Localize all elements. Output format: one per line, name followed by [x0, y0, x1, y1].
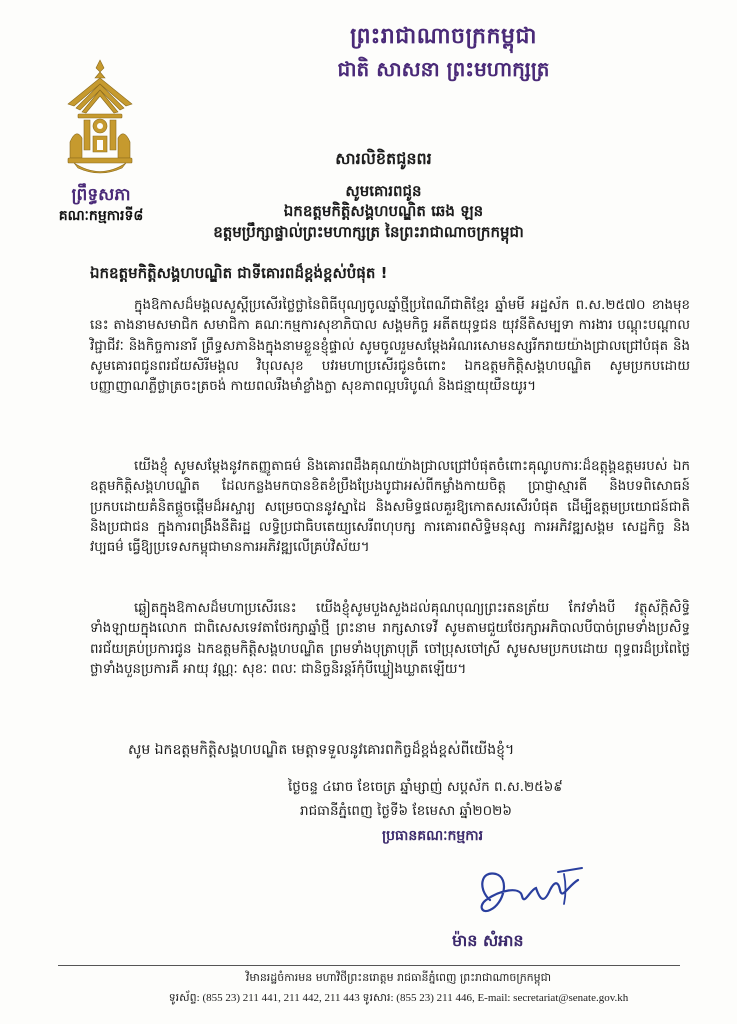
signatory-name: ម៉ាន សំអាន: [452, 931, 524, 950]
body-paragraph-1: ក្នុងឱកាសដ៏មង្គលសួស្តីប្រសើរថ្លៃថ្លានៃពិធីបុណ្យចូលឆ្នាំថ្មីប្រពៃណីជាតិខ្មែរ ឆ្នាំមមី អដ្ឋស័ក ព.ស.២៥៧០ ខាងមុខនេះ តាងនាមសមាជិក សមាជិកា គណៈកម្មការសុខាភិបាល សង្គមកិច្ច អតីតយុទ្ធជន យុវនីតិសម្បទា ការងារ បណ្តុះបណ្តាលវិជ្ជាជីវៈ និងកិច្ចការនារី ព្រឹទ្ធសភានិងក្នុងនាមខ្លួនខ្ញុំផ្ទាល់ សូមចូលរួមសម្តែងអំណរសោមនស្សរីករាយយ៉ាងជ្រាលជ្រៅបំផុត និងសូមគោរពជូនពរជ័យសិរីមង្គល វិបុលសុខ បវរមហាប្រសើរជូនចំពោះ ឯកឧត្តមកិត្តិសង្គហបណ្ឌិត សូមប្រកបដោយបញ្ញាញាណភ្លឺថ្លាត្រចះត្រចង់ កាយពលរឹងមាំខ្លាំងក្លា សុខភាពល្អបរិបូណ៌ និងជន្មាយុយឺនយូរ។: [90, 298, 690, 395]
letter-title: សារលិខិតជូនពរ: [335, 149, 432, 168]
handwritten-signature-icon: [460, 860, 590, 930]
header-kingdom: ព្រះរាជាណាចក្រកម្ពុជា: [350, 24, 537, 49]
header-motto: ជាតិ សាសនា ព្រះមហាក្សត្រ: [337, 57, 550, 81]
footer-divider: [58, 965, 680, 966]
signatory-title: ប្រធានគណៈកម្មការ: [382, 828, 484, 844]
footer-address: វិមានរដ្ឋចំការមន មហាវិថីព្រះនរោត្តម រាជធានីភ្នំពេញ ព្រះរាជាណាចក្រកម្ពុជា: [245, 971, 552, 984]
senate-name: ព្រឹទ្ធសភា: [71, 185, 131, 205]
body-paragraph-2: យើងខ្ញុំ សូមសម្តែងនូវកតញ្ញូតាធម៌ និងគោរពដឹងគុណយ៉ាងជ្រាលជ្រៅបំផុតចំពោះគុណូបការៈដ៏ឧត្តុង្គឧត្តមរបស់ ឯកឧត្តមកិត្តិសង្គហបណ្ឌិត ដែលកន្លងមកបានខិតខំប្រឹងប្រែងបូជាអស់ពីកម្លាំងកាយចិត្ត ប្រាជ្ញាស្មារតី និងបទពិសោធន៍ ប្រកបដោយគំនិតផ្តួចផ្តើមដ៏អស្ចារ្យ សម្រេចបាននូវស្នាដៃ និងសមិទ្ធផលគួរឱ្យកោតសរសើរបំផុត ដើម្បីឧត្តមប្រយោជន៍ជាតិ និងប្រជាជន ក្នុងការពង្រឹងនីតិរដ្ឋ លទ្ធិប្រជាធិបតេយ្យសេរីពហុបក្ស ការគោរពសិទ្ធិមនុស្ស ការអភិវឌ្ឍសង្គម សេដ្ឋកិច្ច និងវប្បធម៌ ធ្វើឱ្យប្រទេសកម្ពុជាមានការអភិវឌ្ឍលើគ្រប់វិស័យ។: [90, 459, 690, 556]
closing-line: សូម ឯកឧត្តមកិត្តិសង្គហបណ្ឌិត មេត្តាទទួលនូវគោរពកិច្ចដ៏ខ្ពង់ខ្ពស់ពីយើងខ្ញុំ។: [128, 742, 515, 758]
date-lunar: ថ្ងៃចន្ទ ៤រោច ខែចេត្រ ឆ្នាំម្សាញ់ សប្តស័ក ព.ស.២៥៦៩: [288, 779, 563, 795]
salutation: ឯកឧត្តមកិត្តិសង្គហបណ្ឌិត ជាទីគោរពដ៏ខ្ពង់ខ្ពស់បំផុត !: [90, 264, 388, 282]
recipient-position: ឧត្តមប្រឹក្សាផ្ទាល់ព្រះមហាក្សត្រ នៃព្រះរាជាណាចក្រកម្ពុជា: [213, 223, 524, 241]
commission-name: គណៈកម្មការទី៨: [58, 208, 144, 224]
date-solar: រាជធានីភ្នំពេញ ថ្ងៃទី៦ ខែមេសា ឆ្នាំ២០២៦: [300, 803, 512, 819]
footer-contacts: ទូរស័ព្ទ: (855 23) 211 441, 211 442, 211 443 ទូរសារ: (855 23) 211 446, E-mail: secretariat@senate.gov.kh: [168, 992, 629, 1004]
respect-line: សូមគោរពជូន: [345, 182, 422, 200]
recipient-name: ឯកឧត្តមកិត្តិសង្គហបណ្ឌិត ឆេង ឡន: [283, 202, 484, 220]
body-paragraph-3: ឆ្លៀតក្នុងឱកាសដ៏មហាប្រសើរនេះ យើងខ្ញុំសូមបួងសួងដល់គុណបុណ្យព្រះរតនត្រ័យ កែវទាំងបី វត្ថុស័ក្តិសិទ្ធិទាំងឡាយក្នុងលោក ជាពិសេសទេវតាថែរក្សាឆ្នាំថ្មី ព្រះនាម រាក្សសាទេវី សូមតាមជួយថែរក្សាអភិបាលបីបាច់ព្រមទាំងប្រសិទ្ធពរជ័យគ្រប់ប្រការជូន ឯកឧត្តមកិត្តិសង្គហបណ្ឌិត ព្រមទាំងបុត្រាបុត្រី ចៅប្រុសចៅស្រី សូមសមប្រកបដោយ ពុទ្ធពរដ៏ប្រពៃថ្លៃថ្លាទាំងបួនប្រការគឺ អាយុ វណ្ណៈ សុខៈ ពលៈ ជានិច្ចនិរន្តរ៍កុំបីឃ្លៀងឃ្លាតឡើយ។: [90, 601, 690, 677]
